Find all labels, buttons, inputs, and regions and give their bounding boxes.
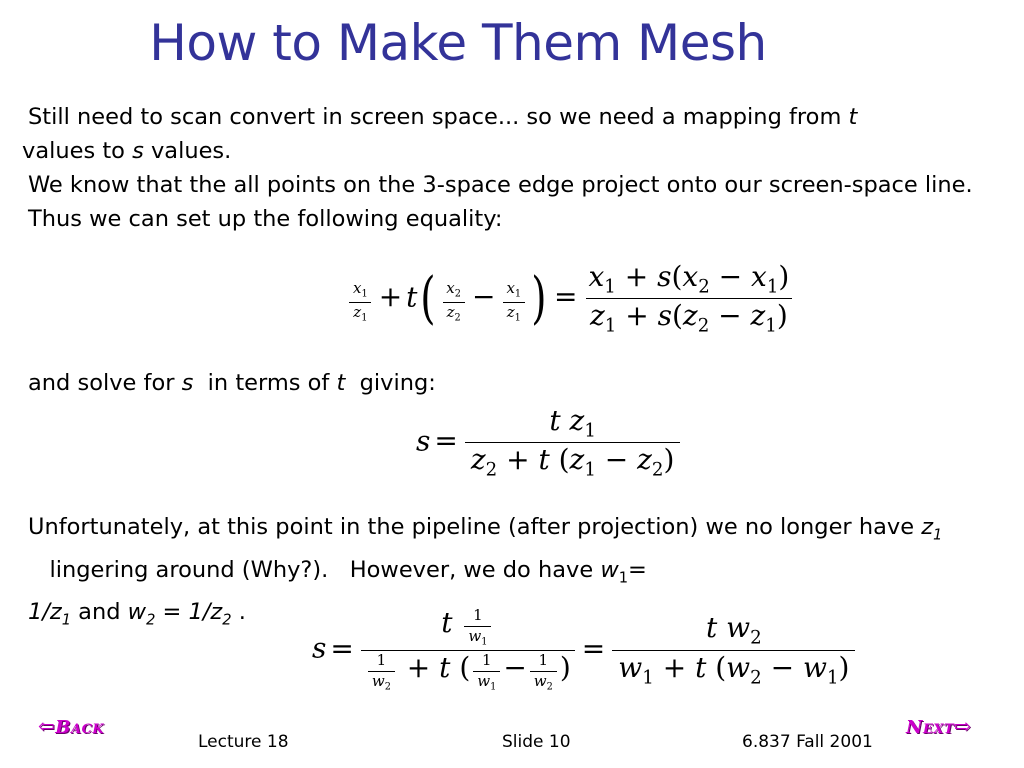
text: giving:: [345, 370, 436, 396]
var-s: s: [181, 370, 194, 396]
var-t: t: [848, 104, 858, 130]
text: .: [231, 599, 246, 625]
text: Still need to scan convert in screen space... so we need a mapping from: [28, 104, 849, 130]
equation-equality: $\frac{x_1}{z_1}$ + t( $\frac{x_2}{z_2}$ − $\frac{x_1}{z_1}$ ) = $\frac{x_1 + s(x_2 - x_1)}{z_1 + s(z_2 - z_1)}$: [346, 262, 796, 336]
text: =: [155, 599, 189, 625]
text: values to: [22, 138, 133, 164]
text: Unfortunately, at this point in the pipeline (after projection) we no longer have: [28, 514, 922, 540]
text: and: [71, 599, 128, 625]
paragraph-solve: [28, 366, 988, 400]
expr-1-over-z1: $1/z_1$: [28, 599, 72, 629]
equation-s-of-t: s = $\frac{t z_1}{z_2 + t (z_1 - z_2)}$: [416, 406, 683, 480]
footer-slide: Slide 10: [502, 732, 571, 752]
arrow-left-icon: ⇦: [38, 714, 56, 738]
text-equality-intro: We know that the all points on the 3-space edge project onto our screen-space line. Thus we can set up the following equality:: [28, 172, 973, 232]
paragraph-mapping: [22, 100, 988, 236]
next-label: Next: [906, 717, 955, 738]
text: and solve for: [28, 370, 182, 396]
var-s: s: [132, 138, 144, 164]
var-w1: w: [600, 556, 619, 583]
text: =: [628, 556, 647, 583]
footer-course: 6.837 Fall 2001: [742, 732, 873, 752]
back-label: Back: [55, 717, 105, 738]
text: values.: [143, 138, 232, 164]
expr-1-over-z2: $1/z_2$: [188, 599, 232, 629]
var-z1: $z_1$: [921, 514, 943, 544]
slide-title: How to Make Them Mesh: [149, 14, 767, 72]
equation-s-of-w: s = t $\frac{1}{w_1}$ $\frac{1}{w_2}$ + t ( $\frac{1}{w_1}$ − $\frac{1}{w_2}$ ) = $\frac{t w_2}{w_1 + t (w_2 - w_1)}$: [312, 608, 858, 692]
next-button[interactable]: [906, 714, 971, 738]
var-w2: $w_2$: [127, 599, 156, 629]
sub: 1: [618, 569, 629, 586]
footer-lecture: Lecture 18: [198, 732, 289, 752]
text: in terms of: [193, 370, 337, 396]
var-t: t: [336, 370, 346, 396]
arrow-right-icon: ⇨: [954, 714, 972, 738]
text: lingering around (Why?). However, we do have: [28, 556, 601, 583]
back-button[interactable]: [38, 714, 104, 738]
